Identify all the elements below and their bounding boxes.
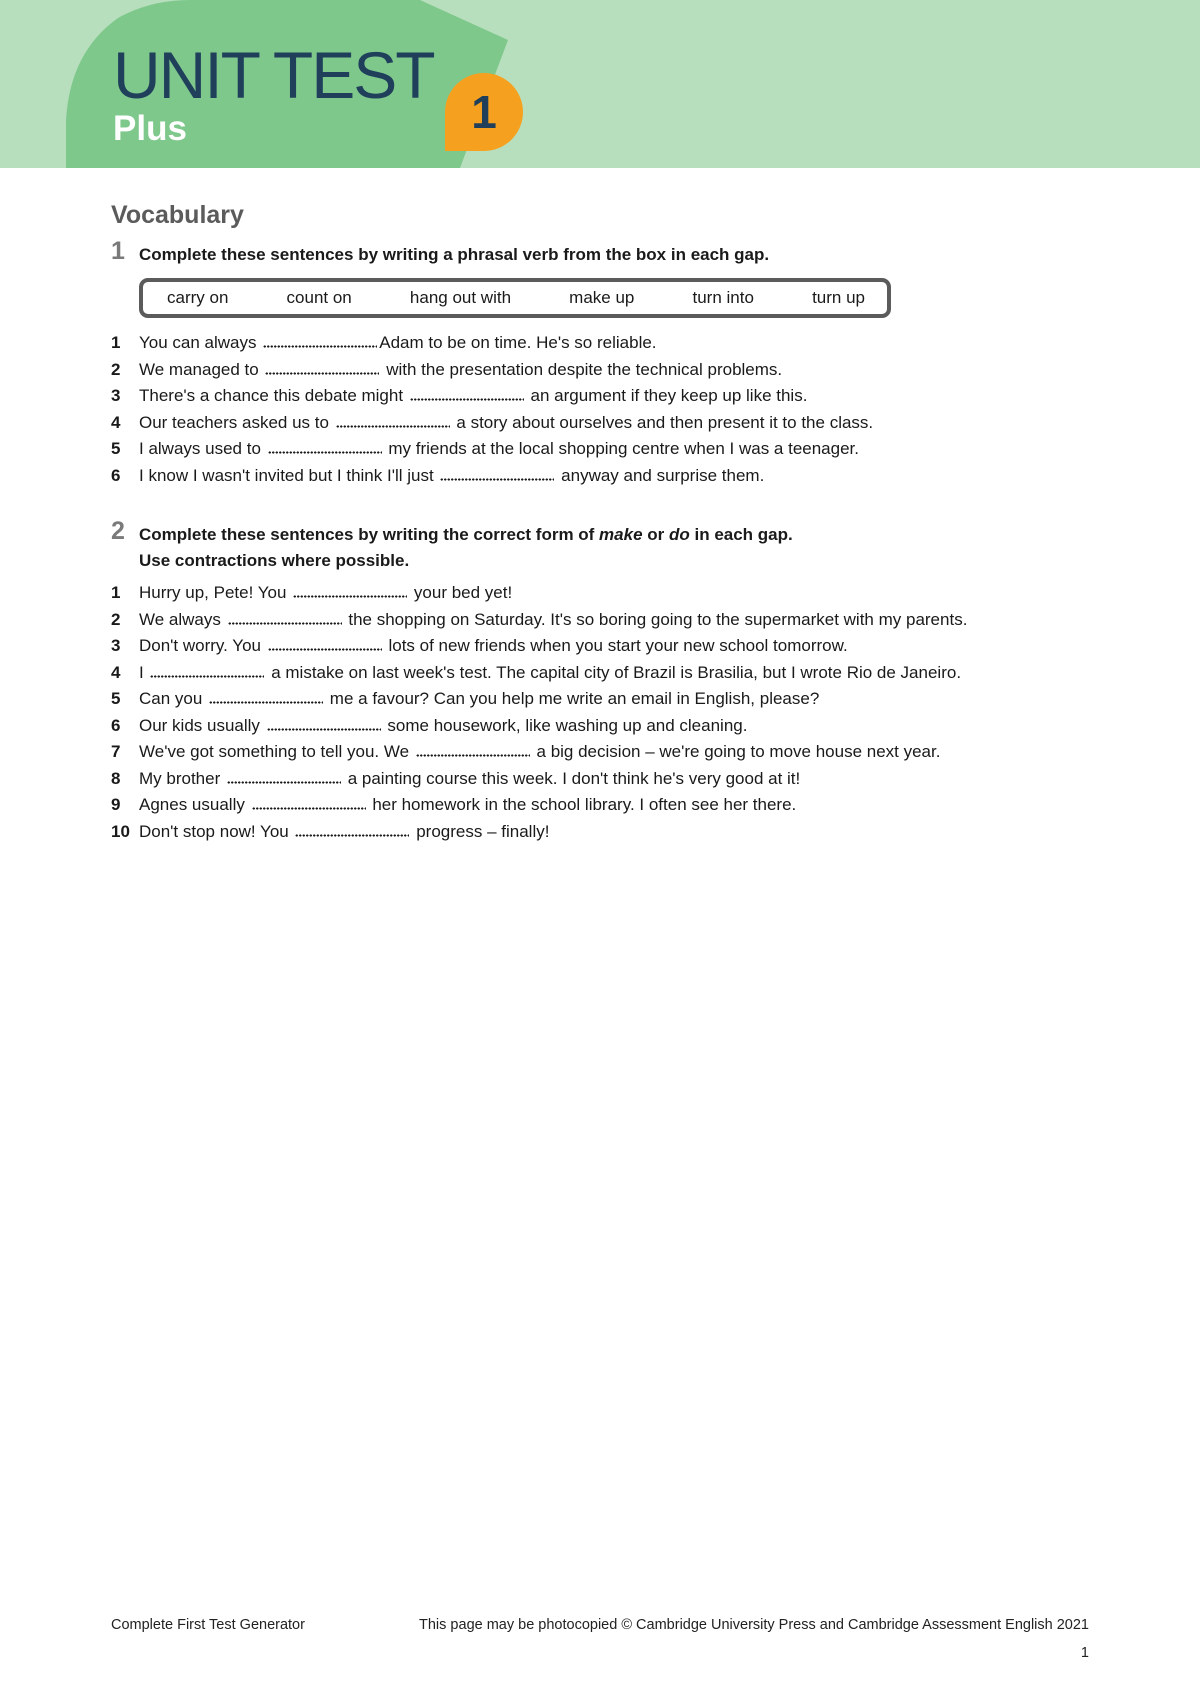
section-title: Vocabulary xyxy=(111,201,244,229)
phrasal-verb-box xyxy=(139,278,891,318)
exercise-item xyxy=(111,766,1111,793)
instruction-text: or xyxy=(642,525,669,544)
exercise-item xyxy=(111,330,1111,357)
item-text-after: me a favour? Can you help me write an email in English, please? xyxy=(329,689,820,708)
answer-gap[interactable] xyxy=(227,781,341,784)
item-text-before: I xyxy=(139,662,144,682)
item-text-after: the shopping on Saturday. It's so boring going to the supermarket with my parents. xyxy=(348,609,968,629)
page-footer xyxy=(111,1617,1089,1633)
answer-gap[interactable] xyxy=(268,451,382,454)
answer-gap[interactable] xyxy=(293,595,407,598)
answer-gap[interactable] xyxy=(267,728,381,731)
item-text-after: anyway and surprise them. xyxy=(561,465,765,485)
item-text-after: some housework, like washing up and cleaning. xyxy=(387,715,748,735)
item-text-after: Adam to be on time. He's so reliable. xyxy=(379,333,657,352)
box-word: turn into xyxy=(692,288,754,307)
item-text-before: Our teachers asked us to xyxy=(139,412,329,432)
item-number: 2 xyxy=(111,609,121,629)
exercise-1-header xyxy=(111,237,1111,268)
item-number: 1 xyxy=(111,583,121,602)
item-text-before: Don't worry. You xyxy=(139,636,261,655)
box-word: count on xyxy=(286,288,352,307)
exercise-item xyxy=(111,607,1111,634)
page-number: 1 xyxy=(1080,1645,1089,1661)
item-text-before: Hurry up, Pete! You xyxy=(139,583,287,602)
box-word: turn up xyxy=(812,288,865,307)
footer-copyright: This page may be photocopied © Cambridge University Press and Cambridge Assessment English 2021 xyxy=(419,1617,1089,1633)
answer-gap[interactable] xyxy=(336,425,450,428)
footer-left: Complete First Test Generator xyxy=(111,1617,305,1633)
item-number: 6 xyxy=(111,465,121,485)
unit-test-title: UNIT TEST xyxy=(113,38,434,112)
item-text-before: You can always xyxy=(139,333,257,352)
answer-gap[interactable] xyxy=(268,648,382,651)
exercise-item xyxy=(111,463,1111,490)
item-text-before: Don't stop now! You xyxy=(139,821,289,841)
unit-number-badge: 1 xyxy=(445,73,523,151)
item-text-after: lots of new friends when you start your new school tomorrow. xyxy=(388,636,848,655)
instruction-keyword-make: make xyxy=(599,525,643,544)
item-text-after: a mistake on last week's test. The capital city of Brazil is Brasilia, but I wrote Rio de Janeiro. xyxy=(271,662,962,682)
answer-gap[interactable] xyxy=(228,622,342,625)
answer-gap[interactable] xyxy=(410,398,524,401)
item-text-after: a big decision – we're going to move house next year. xyxy=(536,742,941,761)
item-text-before: Agnes usually xyxy=(139,795,245,814)
answer-gap[interactable] xyxy=(150,675,264,678)
exercise-2 xyxy=(111,517,1111,845)
answer-gap[interactable] xyxy=(209,701,323,704)
exercise-2-number: 2 xyxy=(111,517,125,545)
item-text-after: a painting course this week. I don't think he's very good at it! xyxy=(347,768,801,788)
answer-gap[interactable] xyxy=(252,807,366,810)
item-number: 6 xyxy=(111,715,121,735)
item-number: 3 xyxy=(111,636,121,655)
item-text-after: a story about ourselves and then present it to the class. xyxy=(456,412,874,432)
item-number: 5 xyxy=(111,439,121,458)
box-word: hang out with xyxy=(409,288,512,307)
item-number: 9 xyxy=(111,795,121,814)
exercise-item xyxy=(111,686,1111,713)
exercise-item xyxy=(111,410,1111,437)
exercise-item xyxy=(111,739,1111,766)
exercise-2-header xyxy=(111,517,1111,574)
item-number: 7 xyxy=(111,742,121,761)
box-word: make up xyxy=(569,288,635,307)
item-text-before: We've got something to tell you. We xyxy=(139,742,410,761)
item-number: 4 xyxy=(111,662,121,682)
exercise-1-number: 1 xyxy=(111,237,125,265)
item-text-after: my friends at the local shopping centre when I was a teenager. xyxy=(388,439,859,458)
instruction-keyword-do: do xyxy=(668,525,690,544)
exercise-item xyxy=(111,660,1111,687)
instruction-line-2: Use contractions where possible. xyxy=(139,551,410,570)
exercise-1-instruction: Complete these sentences by writing a phrasal verb from the box in each gap. xyxy=(139,245,770,264)
item-text-after: progress – finally! xyxy=(416,821,550,841)
item-text-before: We always xyxy=(139,609,221,629)
item-text-before: I know I wasn't invited but I think I'll just xyxy=(139,465,434,485)
exercise-1 xyxy=(111,237,1111,489)
exercise-2-instruction xyxy=(139,522,1111,574)
exercise-item xyxy=(111,383,1111,410)
item-number: 8 xyxy=(111,768,121,788)
exercise-1-items xyxy=(111,330,1111,489)
item-text-before: There's a chance this debate might xyxy=(139,386,404,405)
item-text-after: her homework in the school library. I often see her there. xyxy=(372,795,797,814)
item-number: 3 xyxy=(111,386,121,405)
exercise-item xyxy=(111,357,1111,384)
exercise-item xyxy=(111,792,1111,819)
exercise-item xyxy=(111,819,1111,846)
item-text-before: We managed to xyxy=(139,359,259,379)
answer-gap[interactable] xyxy=(263,345,377,348)
instruction-text: in each gap. xyxy=(689,525,793,544)
exercise-item xyxy=(111,713,1111,740)
item-number: 2 xyxy=(111,359,121,379)
item-text-before: My brother xyxy=(139,768,221,788)
instruction-text: Complete these sentences by writing the correct form of xyxy=(139,525,600,544)
exercise-item xyxy=(111,633,1111,660)
item-number: 4 xyxy=(111,412,121,432)
exercise-2-items xyxy=(111,580,1111,845)
item-number: 10 xyxy=(111,821,130,841)
instruction-line-1 xyxy=(139,522,1111,548)
item-number: 5 xyxy=(111,689,121,708)
box-word: carry on xyxy=(167,288,229,307)
item-text-before: Our kids usually xyxy=(139,715,260,735)
item-text-before: I always used to xyxy=(139,439,261,458)
item-text-before: Can you xyxy=(139,689,203,708)
item-text-after: your bed yet! xyxy=(413,583,513,602)
answer-gap[interactable] xyxy=(440,478,554,481)
answer-gap[interactable] xyxy=(416,754,530,757)
item-text-after: an argument if they keep up like this. xyxy=(530,386,808,405)
unit-test-subtitle: Plus xyxy=(113,109,187,148)
answer-gap[interactable] xyxy=(265,372,379,375)
item-number: 1 xyxy=(111,333,121,352)
item-text-after: with the presentation despite the technical problems. xyxy=(386,359,783,379)
exercise-item xyxy=(111,580,1111,607)
exercise-item xyxy=(111,436,1111,463)
answer-gap[interactable] xyxy=(295,834,409,837)
